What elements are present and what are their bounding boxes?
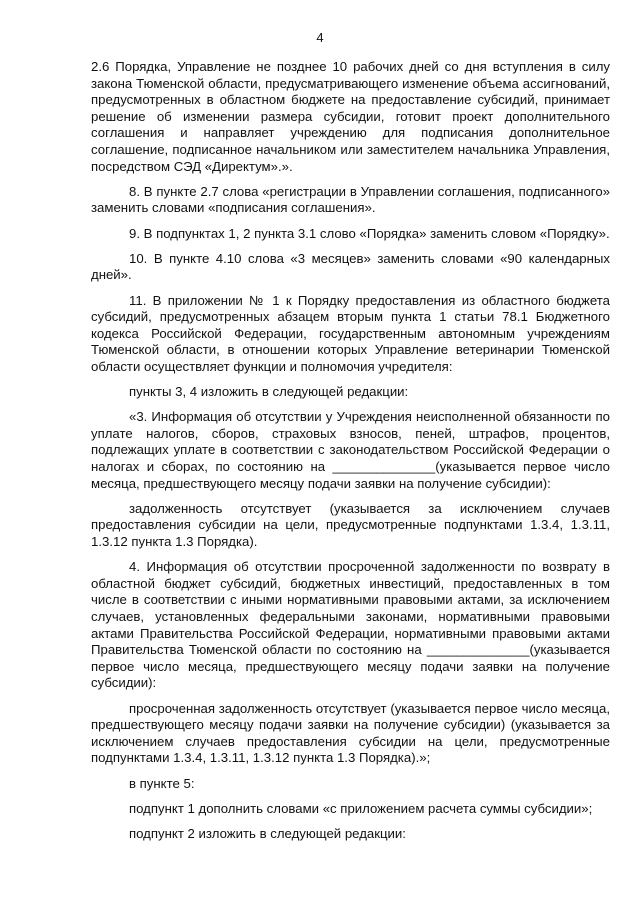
paragraph-subpoint-2: подпункт 2 изложить в следующей редакции: (129, 825, 406, 841)
paragraph-point-3: «3. Информация об отсутствии у Учреждения неисполненной обязанности по уплате налогов, сборов, страховых взносов, пеней, штрафов, процентов, подлежащих уплате в соответствии с законодательством Российской Федерации о налогах и сборах, по состоянию на ______________(указывается первое число месяца, предшествующего месяцу подачи заявки на получение субсидии): (91, 409, 610, 491)
paragraph-item-11: 11. В приложении № 1 к Порядку предоставления из областного бюджета субсидий, предусмотренных абзацем вторым пункта 1 статьи 78.1 Бюджетного кодекса Российской Федерации, государственным автономным учреждениям Тюменской области, в отношении которых Управление ветеринарии Тюменской области осуществляет функции и полномочия учредителя: (91, 292, 610, 374)
paragraph-item-10: 10. В пункте 4.10 слова «3 месяцев» заменить словами «90 календарных дней». (91, 250, 610, 283)
paragraph-overdue-debt-absent: просроченная задолженность отсутствует (указывается первое число месяца, предшествующего месяцу подачи заявки на получение субсидии) (указывается за исключением случаев предоставления субсидии на цели, предусмотренные подпунктами 1.3.4, 1.3.11, 1.3.12 пункта 1.3 Порядка).»; (91, 700, 610, 766)
paragraph-points-3-4: пункты 3, 4 изложить в следующей редакции: (129, 384, 409, 400)
paragraph-point-5: в пункте 5: (129, 775, 195, 791)
paragraph-point-4: 4. Информация об отсутствии просроченной задолженности по возврату в областной бюджет субсидий, бюджетных инвестиций, предоставленных в том числе в соответствии с иными нормативными правовыми актами, за исключением случаев, установленных федеральными законами, нормативными правовыми актами Правительства Российской Федерации, нормативными правовыми актами Правительства Тюменской области по состоянию на ______________(указывается первое число месяца, предшествующего месяцу подачи заявки на получение субсидии): (91, 559, 610, 691)
paragraph-subpoint-1: подпункт 1 дополнить словами «с приложением расчета суммы субсидии»; (129, 800, 593, 816)
paragraph-item-8: 8. В пункте 2.7 слова «регистрации в Управлении соглашения, подписанного» заменить словами «подписания соглашения». (91, 183, 610, 216)
page-number: 4 (316, 30, 324, 45)
paragraph-2-6-continuation: 2.6 Порядка, Управление не позднее 10 рабочих дней со дня вступления в силу закона Тюменской области, предусматривающего изменение объема ассигнований, предусмотренных в областном бюджете на предоставление субсидий, принимает решение об изменении размера субсидии, готовит проект дополнительного соглашения и направляет учреждению для подписания дополнительное соглашение, подписанное начальником или заместителем начальника Управления, посредством СЭД «Директум».». (91, 59, 610, 174)
paragraph-item-9: 9. В подпунктах 1, 2 пункта 3.1 слово «Порядка» заменить словом «Порядку». (129, 225, 610, 241)
document-body (91, 59, 610, 851)
paragraph-debt-absent: задолженность отсутствует (указывается за исключением случаев предоставления субсидии на цели, предусмотренные подпунктами 1.3.4, 1.3.11, 1.3.12 пункта 1.3 Порядка). (91, 500, 610, 549)
